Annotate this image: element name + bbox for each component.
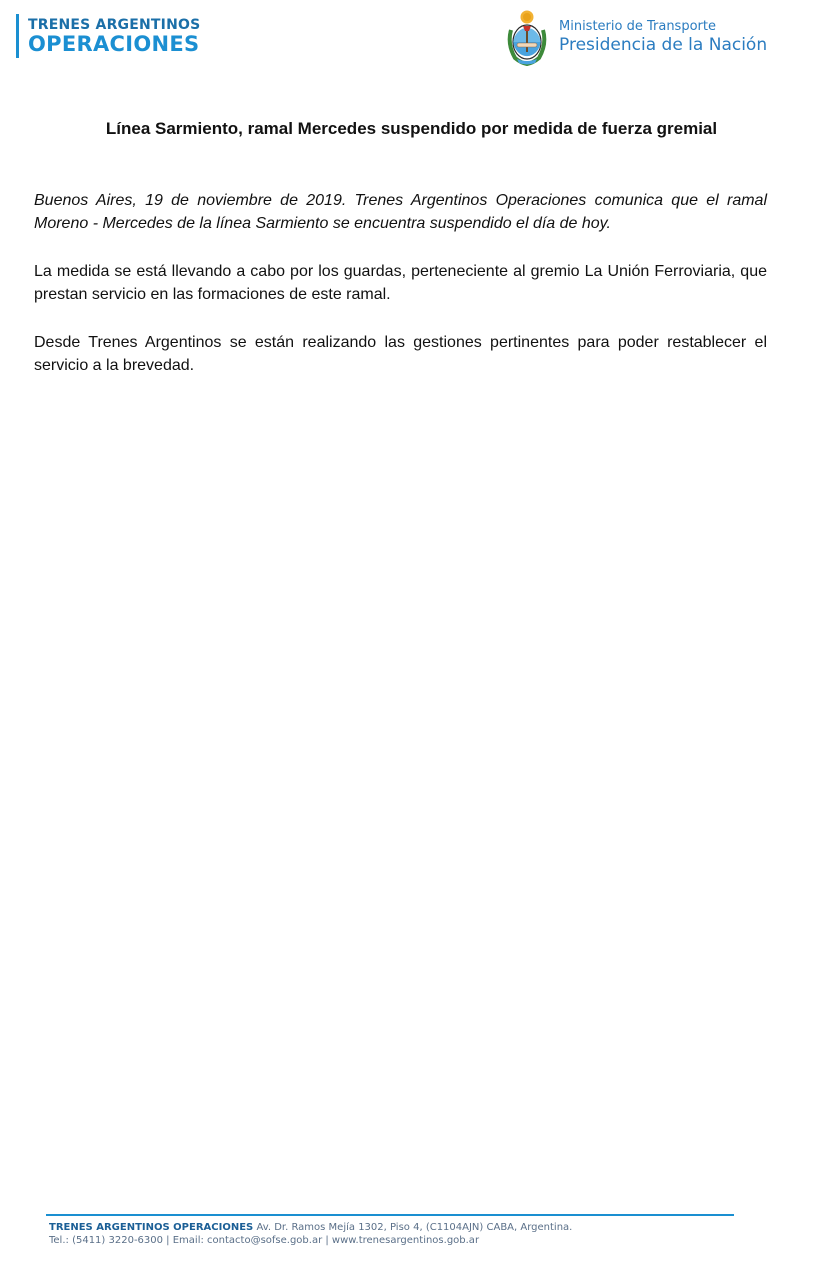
paragraph-3: Desde Trenes Argentinos se están realizando las gestiones pertinentes para poder restablecer el servicio a la brevedad. — [34, 334, 767, 374]
footer-address: Av. Dr. Ramos Mejía 1302, Piso 4, (C1104AJN) CABA, Argentina. — [256, 1222, 573, 1233]
footer-contact: Tel.: (5411) 3220-6300 | Email: contacto@sofse.gob.ar | www.trenesargentinos.gob.ar — [49, 1235, 480, 1246]
trenes-argentinos-logo — [16, 14, 200, 58]
footer — [49, 1221, 749, 1247]
argentina-coat-of-arms-icon — [505, 8, 549, 66]
logo-line-1: TRENES ARGENTINOS — [28, 16, 201, 33]
presidency-name: Presidencia de la Nación — [559, 35, 768, 55]
logo-line-2: OPERACIONES — [28, 31, 200, 56]
paragraph-1: Buenos Aires, 19 de noviembre de 2019. Trenes Argentinos Operaciones comunica que el ramal Moreno - Mercedes de la línea Sarmiento se encuentra suspendido el día de hoy. — [34, 192, 767, 232]
ministerio-transporte-logo — [505, 8, 797, 66]
footer-address-line — [49, 1221, 749, 1234]
paragraph-2: La medida se está llevando a cabo por los guardas, perteneciente al gremio La Unión Ferroviaria, que prestan servicio en las formaciones de este ramal. — [34, 263, 767, 303]
ministry-text — [559, 19, 767, 55]
document-title: Línea Sarmiento, ramal Mercedes suspendido por medida de fuerza gremial — [105, 119, 718, 138]
ministry-name: Ministerio de Transporte — [559, 19, 716, 34]
footer-divider — [46, 1214, 734, 1216]
footer-org: TRENES ARGENTINOS OPERACIONES — [49, 1222, 254, 1233]
